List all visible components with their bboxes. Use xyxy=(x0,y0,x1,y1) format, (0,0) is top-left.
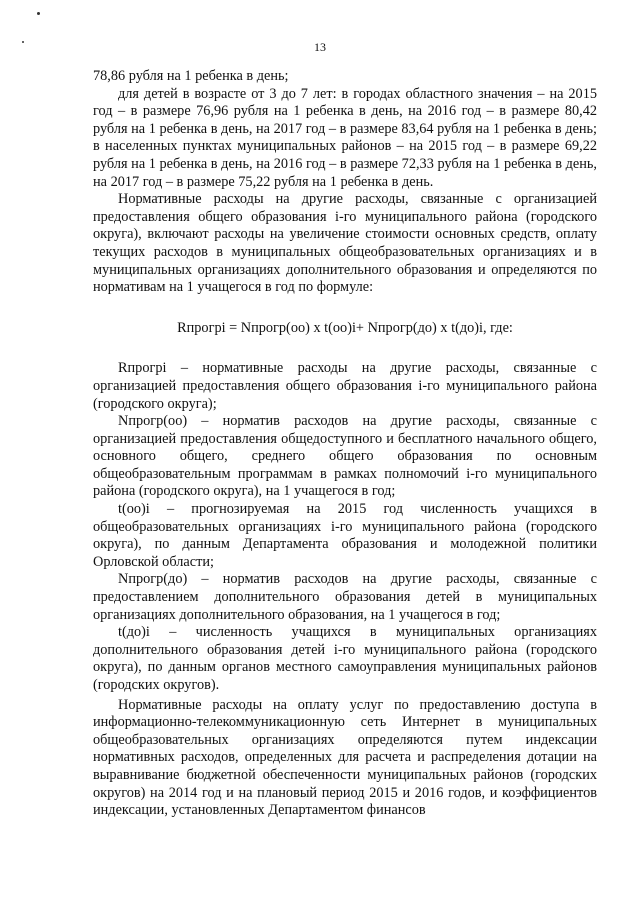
paragraph: Нормативные расходы на оплату услуг по предоставлению доступа в информационно-телекоммуникационную сеть Интернет в муниципальных общеобразовательных организациях определяются путем индексации нормативных расходов, определенных для расчета и распределения дотации на выравнивание бюджетной обеспеченности муниципальных районов (городских округов) на 2014 год и на плановый период 2015 и 2016 годов, и коэффициентов индексации, установленных Департаментом финансов xyxy=(93,696,597,819)
scan-speck xyxy=(37,12,40,15)
formula: Rпрогрi = Nпрогр(оо) x t(оо)i+ Nпрогр(до) x t(до)i, где: xyxy=(177,319,513,336)
definition-paragraph: t(до)i – численность учащихся в муниципальных организациях дополнительного образования детей i-го муниципального района (городского округа), по данным органов местного самоуправления муниципальных районов (городских округов). xyxy=(93,624,597,693)
document-body xyxy=(93,68,597,820)
definition-paragraph: Nпрогр(до) – норматив расходов на другие расходы, связанные с предоставлением дополнительного образования детей в муниципальных организациях дополнительного образования, на 1 учащегося в год; xyxy=(93,571,597,623)
paragraph: для детей в возрасте от 3 до 7 лет: в городах областного значения – на 2015 год – в размере 76,96 рубля на 1 ребенка в день, на 2016 год – в размере 80,42 рубля на 1 ребенка в день, на 2017 год – в размере 83,64 рубля на 1 ребенка в день; в населенных пунктах муниципальных районов – на 2015 год – в размере 69,22 рубля на 1 ребенка в день, на 2016 год – в размере 72,33 рубля на 1 ребенка в день, на 2017 год – в размере 75,22 рубля на 1 ребенка в день. xyxy=(93,85,597,190)
page-number: 13 xyxy=(314,40,326,54)
definition-paragraph: t(оо)i – прогнозируемая на 2015 год численность учащихся в общеобразовательных организациях i-го муниципального района (городского округа), по данным Департамента образования и молодежной политики Орловской области; xyxy=(93,501,597,570)
definition-paragraph: Nпрогр(оо) – норматив расходов на другие расходы, связанные с организацией предоставления общедоступного и бесплатного начального общего, основного общего, среднего общего образования по основным общеобразовательным программам в рамках полномочий i-го муниципального района (городского округа), на 1 учащегося в год; xyxy=(93,413,597,500)
paragraph: 78,86 рубля на 1 ребенка в день; xyxy=(93,68,289,84)
definition-paragraph: Rпрогрi – нормативные расходы на другие расходы, связанные с организацией предоставления общего образования i-го муниципального района (городского округа); xyxy=(93,360,597,412)
paragraph: Нормативные расходы на другие расходы, связанные с организацией предоставления общего образования i-го муниципального района (городского округа), включают расходы на увеличение стоимости основных средств, оплату текущих расходов в муниципальных общеобразовательных организациях и в муниципальных организациях дополнительного образования и определяются по нормативам на 1 учащегося в год по формуле: xyxy=(93,191,597,296)
